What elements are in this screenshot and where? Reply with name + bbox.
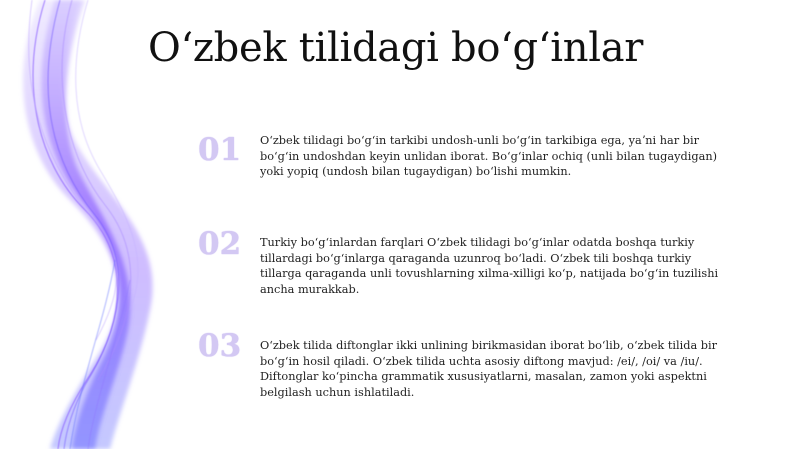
item-number: 01 <box>198 132 242 168</box>
item-text: Oʻzbek tilidagi boʻgʻin tarkibi undosh-unli boʻgʻin tarkibiga ega, yaʼni har bir boʻgʻin undoshdan keyin unlidan iborat. Boʻgʻinlar ochiq (unli bilan tugaydigan) yoki yopiq (undosh bilan tugaydigan) boʻlishi mumkin. <box>260 134 717 178</box>
slide-title: Oʻzbek tilidagi boʻgʻinlar <box>148 25 644 71</box>
item-text: Turkiy boʻgʻinlardan farqlari Oʻzbek tilidagi boʻgʻinlar odatda boshqa turkiy tillardagi boʻgʻinlarga qaraganda uzunroq boʻladi. Oʻzbek tili boshqa turkiy tillarga qaraganda unli tovushlarning xilma-xilligi koʻp, natijada boʻgʻin tuzilishi ancha murakkab. <box>260 236 719 296</box>
item-number: 03 <box>198 328 242 364</box>
item-text: Oʻzbek tilida diftonglar ikki unlining birikmasidan iborat boʻlib, oʻzbek tilida bir boʻgʻin hosil qiladi. Oʻzbek tilida uchta asosiy diftong mavjud: /ei/, /oi/ va /iu/. Diftonglar koʻpincha grammatik xususiyatlarni, masalan, zamon yoki aspektni belgilash uchun ishlatiladi. <box>260 339 718 399</box>
item-number: 02 <box>198 226 242 262</box>
